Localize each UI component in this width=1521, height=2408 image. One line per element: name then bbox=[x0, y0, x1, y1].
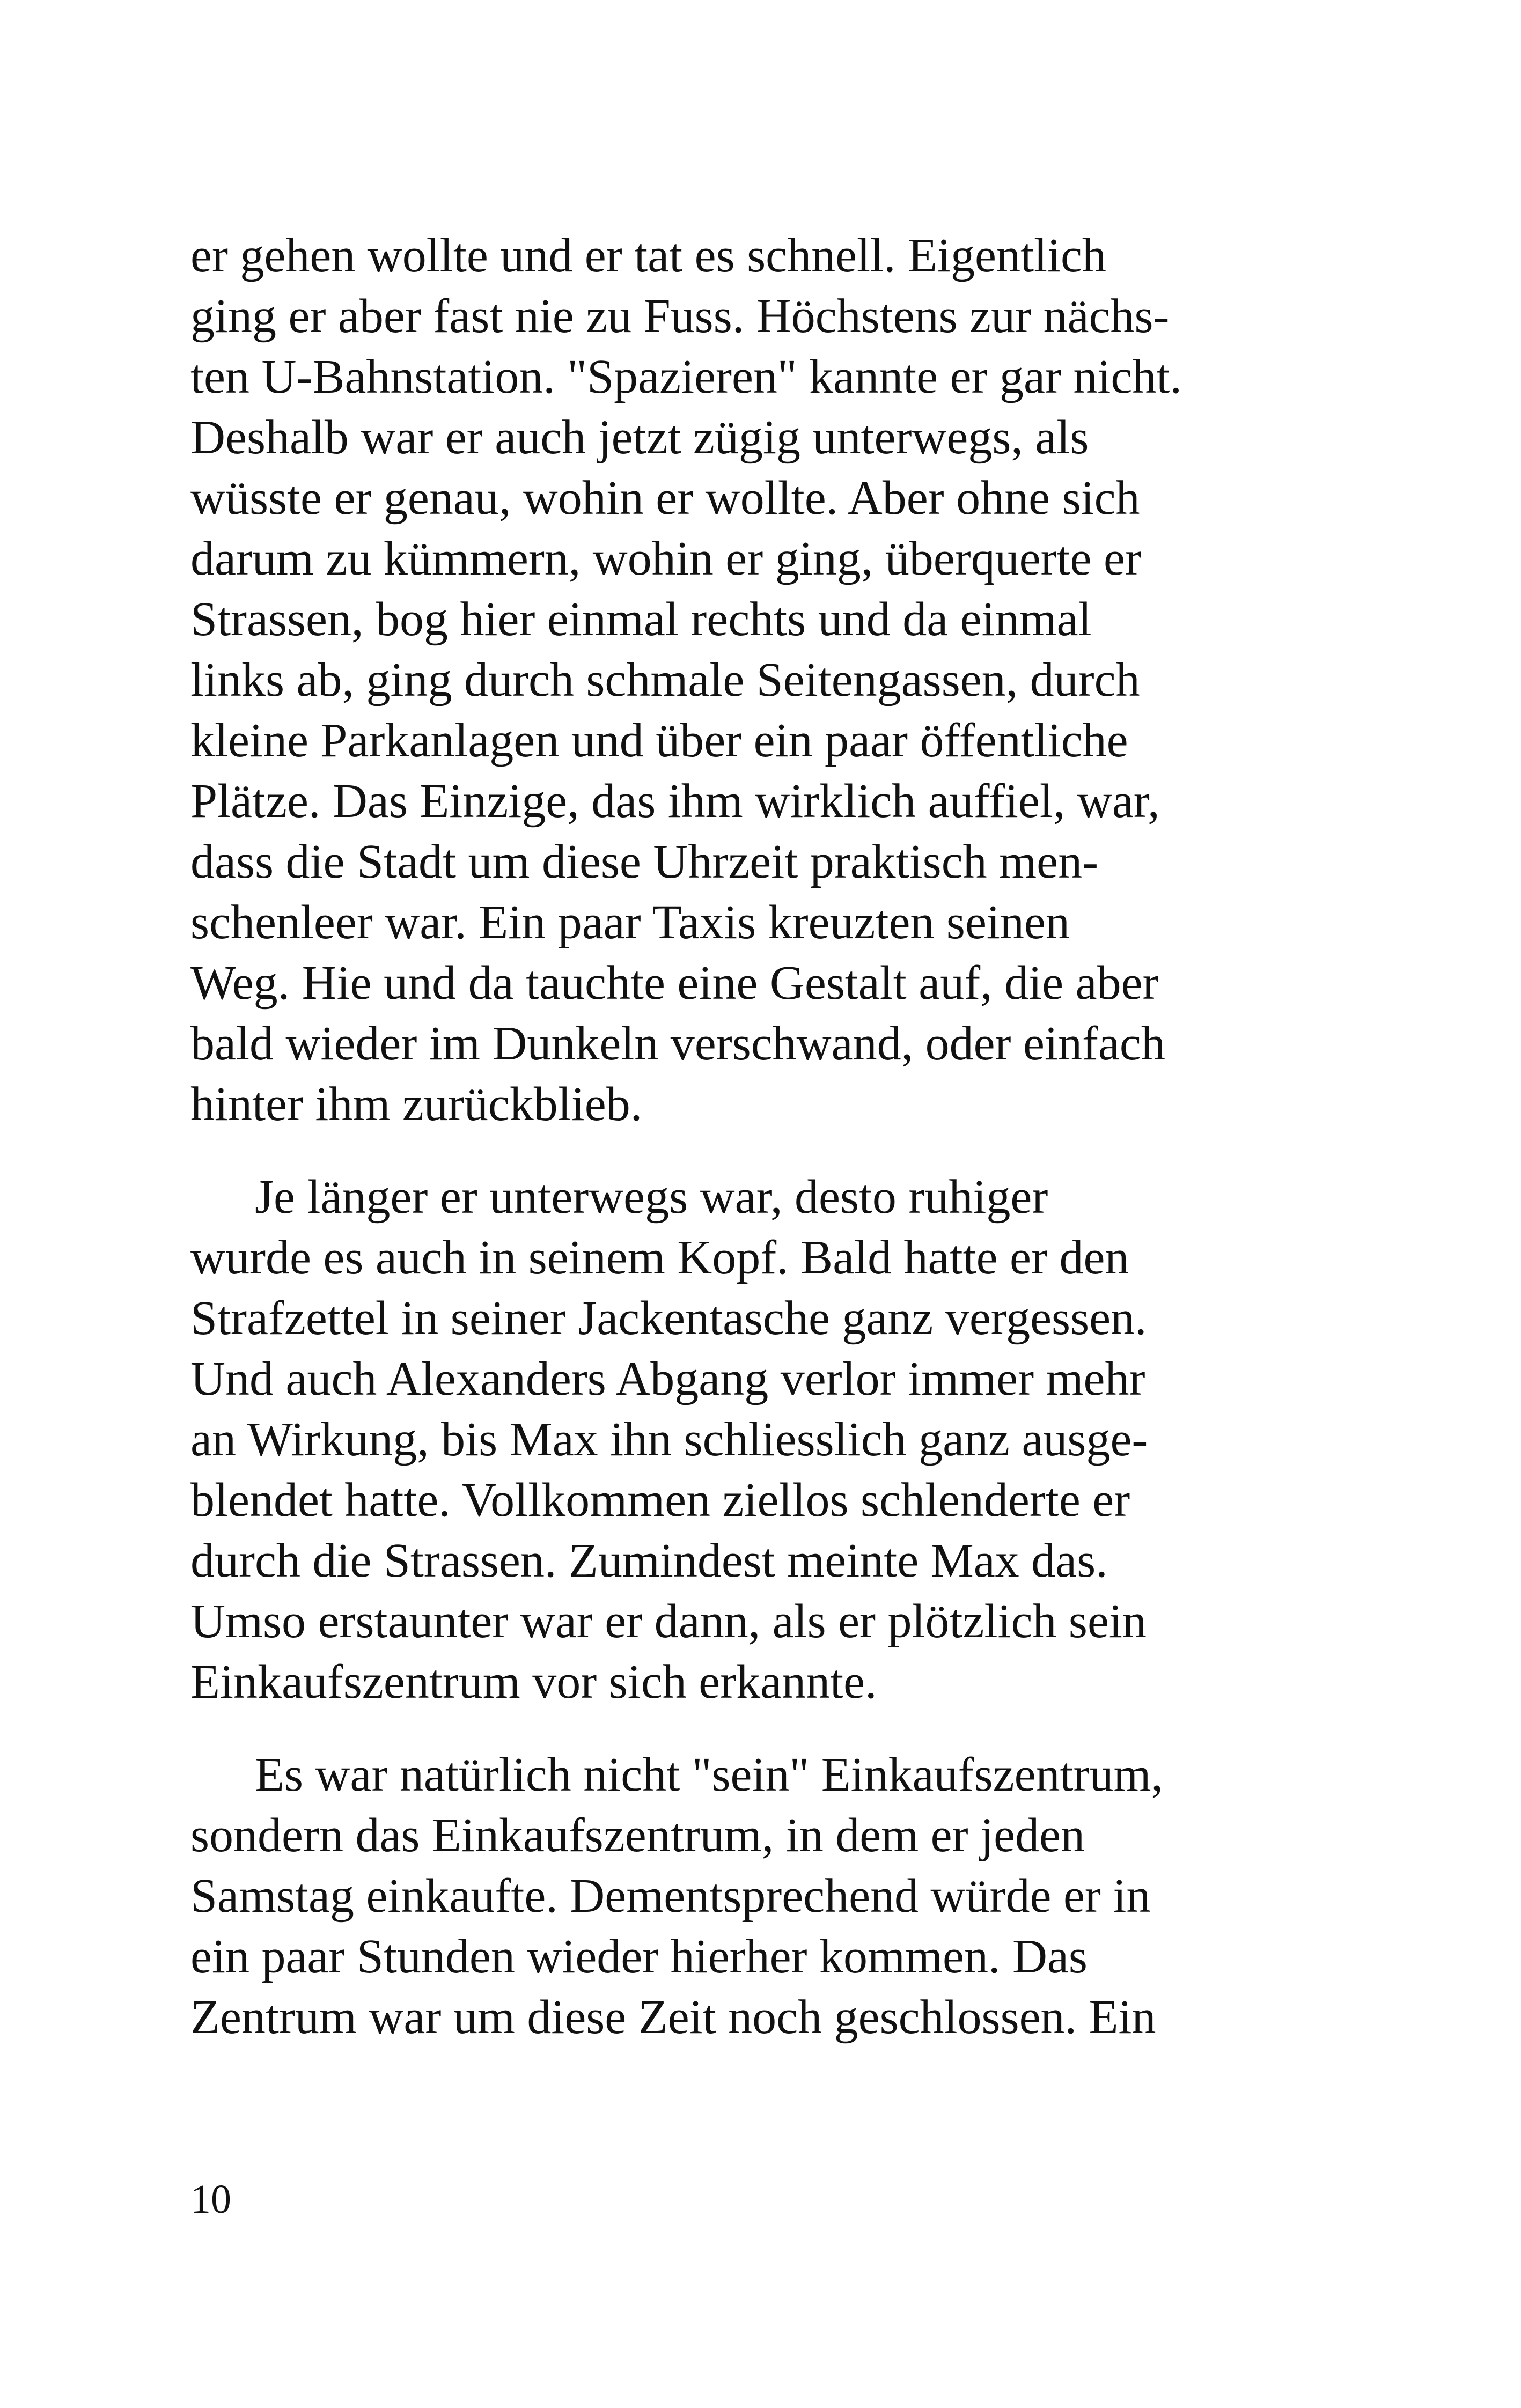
text-line: Einkaufszentrum vor sich erkannte. bbox=[190, 1655, 877, 1709]
paragraph-2 bbox=[190, 1167, 1328, 1712]
page-number: 10 bbox=[190, 2177, 231, 2222]
text-line: Strassen, bog hier einmal rechts und da einmal bbox=[190, 593, 1092, 646]
paragraph-1 bbox=[190, 225, 1328, 1135]
text-line: Umso erstaunter war er dann, als er plötzlich sein bbox=[190, 1595, 1147, 1648]
text-line: sondern das Einkaufszentrum, in dem er jeden bbox=[190, 1809, 1085, 1862]
text-line: Samstag einkaufte. Dementsprechend würde er in bbox=[190, 1869, 1151, 1923]
text-line: dass die Stadt um diese Uhrzeit praktisch men- bbox=[190, 835, 1099, 888]
text-line: links ab, ging durch schmale Seitengassen, durch bbox=[190, 653, 1140, 706]
text-line: darum zu kümmern, wohin er ging, überquerte er bbox=[190, 532, 1141, 585]
text-line: Strafzettel in seiner Jackentasche ganz vergessen. bbox=[190, 1292, 1147, 1345]
text-line: Und auch Alexanders Abgang verlor immer mehr bbox=[190, 1352, 1145, 1405]
text-line: an Wirkung, bis Max ihn schliesslich ganz ausge- bbox=[190, 1413, 1148, 1466]
text-line: bald wieder im Dunkeln verschwand, oder einfach bbox=[190, 1017, 1165, 1070]
text-line: Zentrum war um diese Zeit noch geschlossen. Ein bbox=[190, 1991, 1156, 2044]
text-line: schenleer war. Ein paar Taxis kreuzten seinen bbox=[190, 896, 1070, 949]
text-line: Plätze. Das Einzige, das ihm wirklich auffiel, war, bbox=[190, 775, 1160, 828]
text-line: wurde es auch in seinem Kopf. Bald hatte er den bbox=[190, 1231, 1129, 1284]
text-line: er gehen wollte und er tat es schnell. Eigentlich bbox=[190, 229, 1106, 282]
text-line: Weg. Hie und da tauchte eine Gestalt auf, die aber bbox=[190, 956, 1159, 1010]
text-line: kleine Parkanlagen und über ein paar öffentliche bbox=[190, 714, 1128, 767]
body-text bbox=[190, 225, 1328, 2048]
text-line: blendet hatte. Vollkommen ziellos schlenderte er bbox=[190, 1474, 1130, 1527]
text-line: ein paar Stunden wieder hierher kommen. Das bbox=[190, 1930, 1088, 1983]
text-line: Es war natürlich nicht "sein" Einkaufszentrum, bbox=[255, 1748, 1163, 1801]
text-line: ten U-Bahnstation. "Spazieren" kannte er gar nicht. bbox=[190, 350, 1182, 403]
text-line: Deshalb war er auch jetzt zügig unterwegs, als bbox=[190, 411, 1089, 464]
text-line: hinter ihm zurückblieb. bbox=[190, 1078, 643, 1131]
text-line: durch die Strassen. Zumindest meinte Max das. bbox=[190, 1534, 1108, 1587]
text-line: ging er aber fast nie zu Fuss. Höchstens zur nächs- bbox=[190, 290, 1170, 343]
text-line: Je länger er unterwegs war, desto ruhiger bbox=[255, 1170, 1048, 1224]
paragraph-3 bbox=[190, 1744, 1328, 2048]
text-line: wüsste er genau, wohin er wollte. Aber ohne sich bbox=[190, 472, 1140, 525]
